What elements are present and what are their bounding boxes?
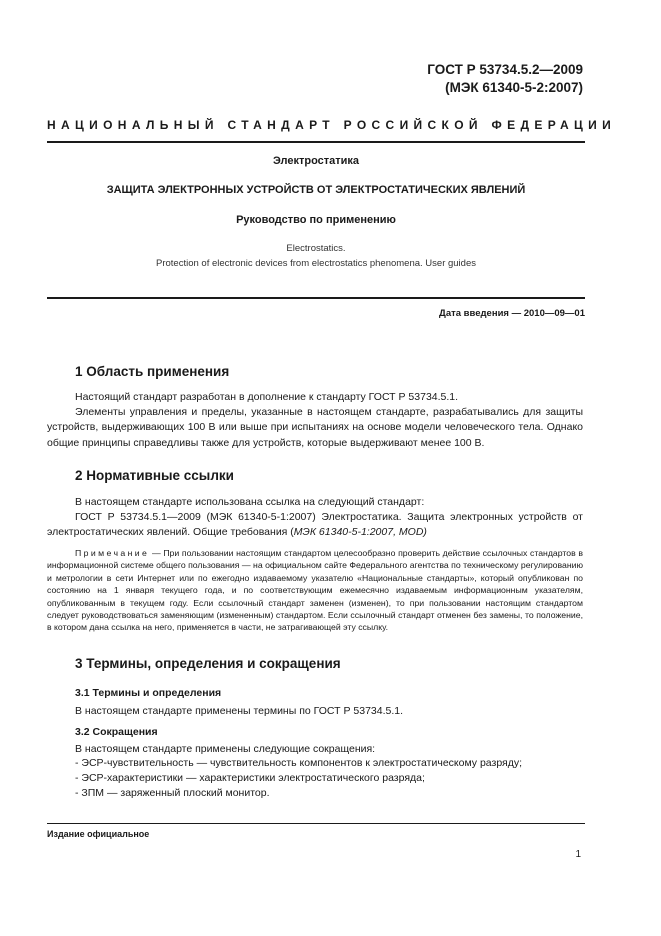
section-1-p2: [47, 405, 583, 451]
section-3-1-heading: 3.1 Термины и определения: [75, 687, 222, 699]
section-2-ref-first: ГОСТ Р 53734.5.1—2009 (МЭК 61340-5-1:2007) Электростатика. Защита электронных устройств: [75, 511, 567, 523]
note-label: Примечание: [75, 548, 150, 558]
section-3-2-heading: 3.2 Сокращения: [75, 726, 158, 738]
title-sub: Руководство по применению: [236, 214, 396, 226]
section-1-p2-rest: защиты устройств, выдерживающих 100 В или выше при испытаниях на основе модели человеческого тела. Однако общие принципы справедливы также для устройств, которые выдерживают менее 100 В.: [47, 406, 583, 449]
list-item: - ЭСР-чувствительность — чувствительность компонентов к электростатическому разряду;: [75, 757, 523, 769]
title-en-2: Protection of electronic devices from electrostatics phenomena. User guides: [156, 258, 476, 269]
abbreviation-list: [75, 756, 522, 802]
title-rule: [47, 297, 585, 299]
section-1-p2-first: Элементы управления и пределы, указанные в настоящем стандарте, разрабатывались для: [75, 406, 542, 418]
section-3-2-text: В настоящем стандарте применены следующие сокращения:: [75, 743, 376, 755]
note-text: — При пользовании настоящим стандартом целесообразно проверить действие ссылочных стандартов в информационной системе общего пользования — на официальном сайте Федерального агентства по техническому регулированию и метрологии в сети Интернет или по ежегодно издаваемому указателю «Национальные стандарты», который опубликован по состоянию на 1 января текущего года, и по соответствующим ежемесячно издаваемым информационным указателям, опубликованным в текущем году. Если ссылочный стандарт заменен (изменен), то при пользовании настоящим стандартом следует руководствоваться заменяющим (измененным) стандартом. Если ссылочный стандарт отменен без замены, то положение, в котором дана ссылка на него, применяется в части, не затрагивающей эту ссылку.: [47, 548, 583, 633]
title-main: ЗАЩИТА ЭЛЕКТРОННЫХ УСТРОЙСТВ ОТ ЭЛЕКТРОСТАТИЧЕСКИХ ЯВЛЕНИЙ: [106, 184, 526, 196]
section-2-ref-italic: МЭК 61340-5-1:2007, MOD): [293, 526, 427, 539]
standard-code: ГОСТ Р 53734.5.2—2009: [427, 62, 583, 77]
header-rule: [47, 141, 585, 143]
list-item: - ЗПМ — заряженный плоский монитор.: [75, 787, 270, 800]
section-2-heading: 2 Нормативные ссылки: [75, 468, 234, 483]
list-item: - ЭСР-характеристики — характеристики электростатического разряда;: [75, 772, 425, 785]
section-3-heading: 3 Термины, определения и сокращения: [75, 656, 341, 671]
section-2-ref-rest: от электростатических явлений. Общие требования (: [47, 511, 583, 539]
section-2-p1: В настоящем стандарте использована ссылка на следующий стандарт:: [75, 496, 425, 508]
section-1-heading: 1 Область применения: [75, 364, 230, 379]
section-1-p1: Настоящий стандарт разработан в дополнение к стандарту ГОСТ Р 53734.5.1.: [75, 391, 459, 403]
section-3-1-text: В настоящем стандарте применены термины по ГОСТ Р 53734.5.1.: [75, 705, 404, 717]
title-group: Электростатика: [272, 155, 360, 167]
national-standard-banner: НАЦИОНАЛЬНЫЙ СТАНДАРТ РОССИЙСКОЙ ФЕДЕРАЦИИ: [47, 118, 617, 132]
edition-label: Издание официальное: [47, 829, 150, 839]
standard-code-iec: (МЭК 61340-5-2:2007): [445, 80, 583, 95]
footer-rule: [47, 823, 585, 824]
title-en-1: Electrostatics.: [286, 243, 346, 254]
page-number: 1: [575, 849, 581, 860]
intro-date: Дата введения — 2010—09—01: [439, 308, 585, 319]
section-2-reference: [47, 510, 583, 541]
section-2-note: [47, 547, 583, 634]
